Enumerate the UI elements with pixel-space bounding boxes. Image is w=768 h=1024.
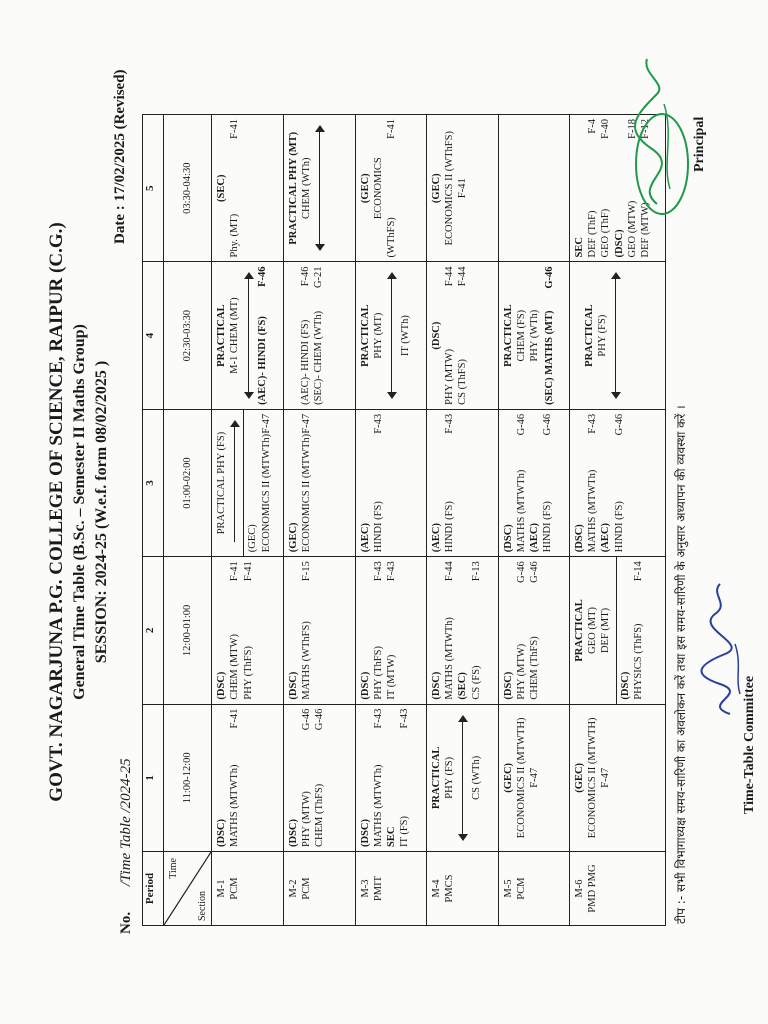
slot-subject: PHY (WTh) — [528, 309, 540, 362]
slot-room: F-47 — [600, 767, 612, 788]
slot-tag: (DSC) — [502, 524, 514, 553]
slot-subject: PHYSICS (ThFS) — [632, 623, 644, 700]
span-arrow — [611, 272, 621, 398]
period-header: 3 — [143, 409, 164, 556]
slot-cell-empty — [498, 115, 570, 262]
slot-tag: (GEC) — [247, 524, 259, 553]
slot-room: F-18 — [626, 119, 638, 139]
slot-room: F-40 — [600, 119, 612, 139]
slot-subject: GEO (MTW) — [626, 200, 638, 258]
slot-room: F-41 — [229, 119, 241, 139]
slot-subject: (AEC)- HINDI (FS) — [256, 316, 268, 405]
slot-subject: CHEM (ThFS) — [528, 636, 540, 700]
slot-cell — [427, 704, 499, 851]
slot-subject: PHY (ThFS) — [242, 646, 254, 700]
section-group: PMD PMG — [587, 864, 599, 913]
slot-subject: PHY (MTW) — [444, 348, 456, 405]
slot-tag: (DSC) — [613, 229, 625, 258]
slot-cell — [212, 262, 284, 409]
slot-room: G-46 — [515, 413, 527, 436]
span-arrow — [458, 715, 468, 841]
slot-tag: (DSC) — [574, 524, 586, 553]
slot-room: F-46 — [300, 266, 312, 287]
slot-tag: (DSC) — [216, 671, 228, 700]
slot-room: F-43 — [399, 708, 411, 729]
slot-subject: DEF (ThF) — [587, 210, 599, 258]
slot-tag: (DSC) — [619, 671, 631, 700]
section-group: PCM — [301, 877, 313, 900]
slot-subject: MATHS (MTWTh) — [229, 764, 241, 847]
timetable — [142, 114, 666, 926]
slot-cell — [284, 409, 356, 556]
slot-tag: (GEC) — [574, 762, 586, 793]
section-group: PCM — [229, 877, 241, 900]
slot-room: F-44 — [457, 266, 469, 287]
span-arrow — [244, 272, 254, 398]
slot-tag: SEC — [385, 826, 397, 847]
slot-room: G-46 — [528, 561, 540, 583]
practical-label: PRACTICAL — [502, 304, 514, 367]
slot-subject: HINDI (FS) — [372, 501, 384, 553]
section-group: PMCS — [444, 874, 456, 903]
slot-subject: PHY (MTW) — [301, 791, 313, 847]
slot-subject: MATHS (WThFS) — [301, 621, 313, 700]
slot-room: F-47 — [301, 413, 313, 434]
slot-subject: DEF (MTW) — [639, 202, 651, 258]
slot-cell — [427, 409, 499, 556]
slot-tag: (AEC) — [528, 523, 540, 553]
slot-subject: PHY (MTW) — [515, 643, 527, 700]
slot-room: F-15 — [301, 561, 313, 582]
section-cell — [427, 852, 499, 926]
practical-label: PRACTICAL PHY (MT) — [288, 131, 300, 245]
practical-label: PRACTICAL — [216, 304, 228, 367]
principal-signature — [612, 54, 702, 224]
section-code: M-2 — [288, 879, 300, 898]
section-cell — [498, 852, 570, 926]
slot-subject: (AEC)- HINDI (FS) — [300, 319, 312, 405]
section-cell — [212, 852, 284, 926]
slot-tag: (DSC) — [431, 321, 443, 350]
slot-room: F-14 — [632, 561, 644, 582]
slot-room: F-13 — [470, 561, 482, 582]
slot-room: G-46 — [544, 266, 556, 289]
slot-tag: (DSC) — [288, 671, 300, 700]
slot-cell — [427, 557, 499, 704]
slot-cell — [355, 262, 427, 409]
reference-number — [118, 758, 135, 934]
slot-subject: (WThFS) — [385, 217, 397, 258]
slot-subject: ECONOMICS II (MTWTH) — [515, 717, 527, 839]
slot-cell — [355, 409, 427, 556]
section-label: Section — [196, 891, 208, 921]
divider — [616, 557, 617, 703]
slot-cell — [212, 704, 284, 851]
slot-subject: CHEM (ThFS) — [314, 783, 326, 847]
slot-cell — [498, 262, 570, 409]
committee-label: Time-Table Committee — [742, 675, 757, 814]
slot-tag: (GEC) — [288, 522, 300, 553]
practical-label: PRACTICAL — [584, 304, 596, 367]
period-header: 1 — [143, 704, 164, 851]
slot-room: G-46 — [542, 413, 554, 436]
period-header: 4 — [143, 262, 164, 409]
slot-room: F-47 — [260, 413, 272, 434]
section-row-m4 — [427, 115, 499, 926]
slot-subject: HINDI (FS) — [444, 501, 456, 553]
session-line: SESSION: 2024-25 (W.e.f. form 08/02/2025 ) — [93, 360, 110, 664]
practical-label: PRACTICAL — [431, 746, 443, 810]
principal-label: Principal — [692, 116, 707, 172]
section-group: PMIT — [372, 875, 384, 902]
slot-tag: (DSC) — [288, 819, 300, 847]
section-row-m5 — [498, 115, 570, 926]
slot-room: F-46 — [256, 266, 268, 287]
slot-subject: IT (FS) — [399, 815, 411, 847]
slot-subject: CHEM (FS) — [515, 309, 527, 362]
timetable-title: General Time Table (B.Sc. – Semester II Maths Group) — [71, 324, 88, 700]
slot-subject: PHY (ThFS) — [372, 646, 384, 700]
slot-cell — [355, 704, 427, 851]
slot-subject: MATHS (MTWTh) — [444, 617, 456, 700]
slot-tag: (SEC) — [216, 174, 228, 202]
slot-room: F-4 — [587, 119, 599, 134]
divider — [243, 410, 244, 556]
slot-subject: CS (FS) — [470, 665, 482, 700]
time-slot: 01:00-02:00 — [164, 409, 212, 556]
period-row — [143, 115, 164, 926]
slot-room: F-43 — [385, 561, 397, 582]
slot-cell — [427, 262, 499, 409]
slot-subject: PHY (FS) — [597, 314, 609, 357]
section-code: M-6 — [574, 879, 586, 898]
section-group: PCM — [515, 877, 527, 900]
slot-room: G-21 — [313, 266, 325, 289]
slot-room: F-12 — [639, 119, 651, 139]
slot-subject: MATHS (MTWTh) — [515, 469, 527, 553]
slot-subject: IT (WTh) — [399, 315, 411, 357]
slot-tag: (GEC) — [502, 762, 514, 793]
slot-room: G-46 — [301, 708, 313, 731]
slot-subject: ECONOMICS II (MTWTh) — [260, 433, 272, 553]
section-cell — [355, 852, 427, 926]
slot-subject: CHEM (WTh) — [301, 157, 313, 219]
section-row-m2 — [284, 115, 356, 926]
slot-cell — [284, 557, 356, 704]
slot-subject: PHY (MT) — [372, 312, 384, 359]
slot-tag: (DSC) — [359, 819, 371, 847]
slot-room: F-41 — [385, 119, 397, 139]
slot-room: F-43 — [587, 413, 599, 434]
slot-tag: (DSC) — [502, 671, 514, 700]
slot-cell — [570, 704, 666, 851]
slot-subject: IT (MTW) — [385, 654, 397, 700]
time-label: Time — [168, 858, 180, 879]
date-value: 17/02/2025 (Revised) — [112, 69, 128, 202]
slot-subject: ECONOMICS II (MTWTH) — [587, 717, 599, 839]
slot-room: F-41 — [229, 708, 241, 729]
date-label: Date : — [112, 205, 128, 244]
section-row-m1 — [212, 115, 284, 926]
slot-room: F-44 — [444, 266, 456, 287]
section-row-m3 — [355, 115, 427, 926]
slot-tag: (AEC) — [431, 523, 443, 553]
time-row — [164, 115, 212, 926]
slot-cell — [427, 115, 499, 262]
slot-subject: GEO (MT) — [587, 606, 599, 654]
slot-tag: (GEC) — [431, 173, 443, 204]
slot-subject: Phy. (MT) — [229, 213, 241, 258]
slot-room: F-47 — [528, 767, 540, 788]
time-slot: 11:00-12:00 — [164, 704, 212, 851]
slot-room: F-41 — [229, 561, 241, 582]
slot-subject: PHY (FS) — [444, 756, 456, 799]
slot-cell — [212, 115, 284, 262]
slot-cell — [355, 557, 427, 704]
practical-label: PRACTICAL PHY (FS) — [216, 431, 228, 535]
span-arrow — [387, 272, 397, 398]
section-cell — [284, 852, 356, 926]
section-code: M-5 — [502, 879, 514, 898]
date-line — [112, 69, 129, 244]
slot-cell — [212, 409, 284, 556]
slot-subject: CS (WTh) — [471, 755, 483, 800]
time-slot: 02:30-03:30 — [164, 262, 212, 409]
slot-subject: MATHS (MTWTh) — [372, 764, 384, 847]
slot-tag: (AEC) — [359, 523, 371, 553]
slot-subject: CHEM (MTW) — [229, 633, 241, 700]
slot-room: G-46 — [314, 708, 326, 731]
slot-tag: (DSC) — [431, 671, 443, 700]
slot-subject: HINDI (FS) — [613, 501, 625, 553]
slot-subject: (SEC) MATHS (MT) — [544, 310, 556, 405]
slot-cell — [498, 557, 570, 704]
period-header: 5 — [143, 115, 164, 262]
hindi-note: टीप :- सभी विभागाध्यक्ष समय-सारिणी का अवलोकन करें तथा इस समय-सारिणी के अनुसार अध्यापन की व्यवस्था करें । — [674, 405, 688, 924]
slot-subject: DEF (MT) — [600, 607, 612, 654]
slot-room: F-44 — [444, 561, 456, 582]
slot-tag: (GEC) — [359, 173, 371, 204]
slot-subject: HINDI (FS) — [542, 501, 554, 553]
slot-subject: CS (ThFS) — [457, 359, 469, 405]
slot-cell — [570, 409, 666, 556]
committee-signature — [680, 574, 760, 724]
slot-subject: GEO (ThF) — [600, 208, 612, 258]
span-arrow — [315, 125, 325, 251]
slot-room: F-43 — [372, 413, 384, 434]
slot-room: F-43 — [372, 708, 384, 729]
slot-cell — [570, 262, 666, 409]
slot-tag: (DSC) — [359, 671, 371, 700]
period-label: Period — [143, 852, 164, 926]
corner-cell — [164, 852, 212, 926]
slot-room: F-43 — [444, 413, 456, 434]
slot-subject: ECONOMICS II (MTWTh) — [301, 433, 313, 553]
section-code: M-4 — [431, 879, 443, 898]
span-arrow — [230, 420, 240, 546]
college-name: GOVT. NAGARJUNA P.G. COLLEGE OF SCIENCE, RAIPUR (C.G.) — [46, 222, 67, 802]
slot-tag: SEC — [574, 237, 586, 258]
slot-room: G-46 — [613, 413, 625, 436]
section-row-m6 — [570, 115, 666, 926]
slot-cell — [570, 557, 666, 704]
slot-cell — [355, 115, 427, 262]
period-header: 2 — [143, 557, 164, 704]
slot-cell — [284, 115, 356, 262]
time-slot: 03:30-04:30 — [164, 115, 212, 262]
slot-cell — [212, 557, 284, 704]
slot-room: G-46 — [515, 561, 527, 583]
practical-label: PRACTICAL — [574, 599, 586, 662]
tt-reference: /Time Table /2024-25 — [118, 758, 134, 887]
slot-tag: (DSC) — [216, 819, 228, 847]
section-cell — [570, 852, 666, 926]
slot-cell — [498, 409, 570, 556]
slot-room: F-41 — [242, 561, 254, 582]
section-code: M-1 — [216, 879, 228, 898]
practical-label: PRACTICAL — [359, 304, 371, 367]
slot-tag: (AEC) — [600, 523, 612, 553]
slot-cell — [284, 262, 356, 409]
section-code: M-3 — [359, 879, 371, 898]
no-label: No. — [118, 911, 134, 934]
slot-tag: (SEC) — [457, 672, 469, 700]
slot-subject: ECONOMICS II (WThFS) — [444, 131, 456, 246]
slot-subject: (SEC)- CHEM (WTh) — [313, 310, 325, 405]
slot-room: F-41 — [457, 178, 469, 199]
slot-cell — [498, 704, 570, 851]
slot-subject: M-1 CHEM (MT) — [229, 297, 241, 374]
slot-subject: MATHS (MTWTh) — [587, 469, 599, 553]
time-slot: 12:00-01:00 — [164, 557, 212, 704]
slot-cell — [284, 704, 356, 851]
slot-room: F-43 — [372, 561, 384, 582]
slot-subject: ECONOMICS — [372, 157, 384, 220]
